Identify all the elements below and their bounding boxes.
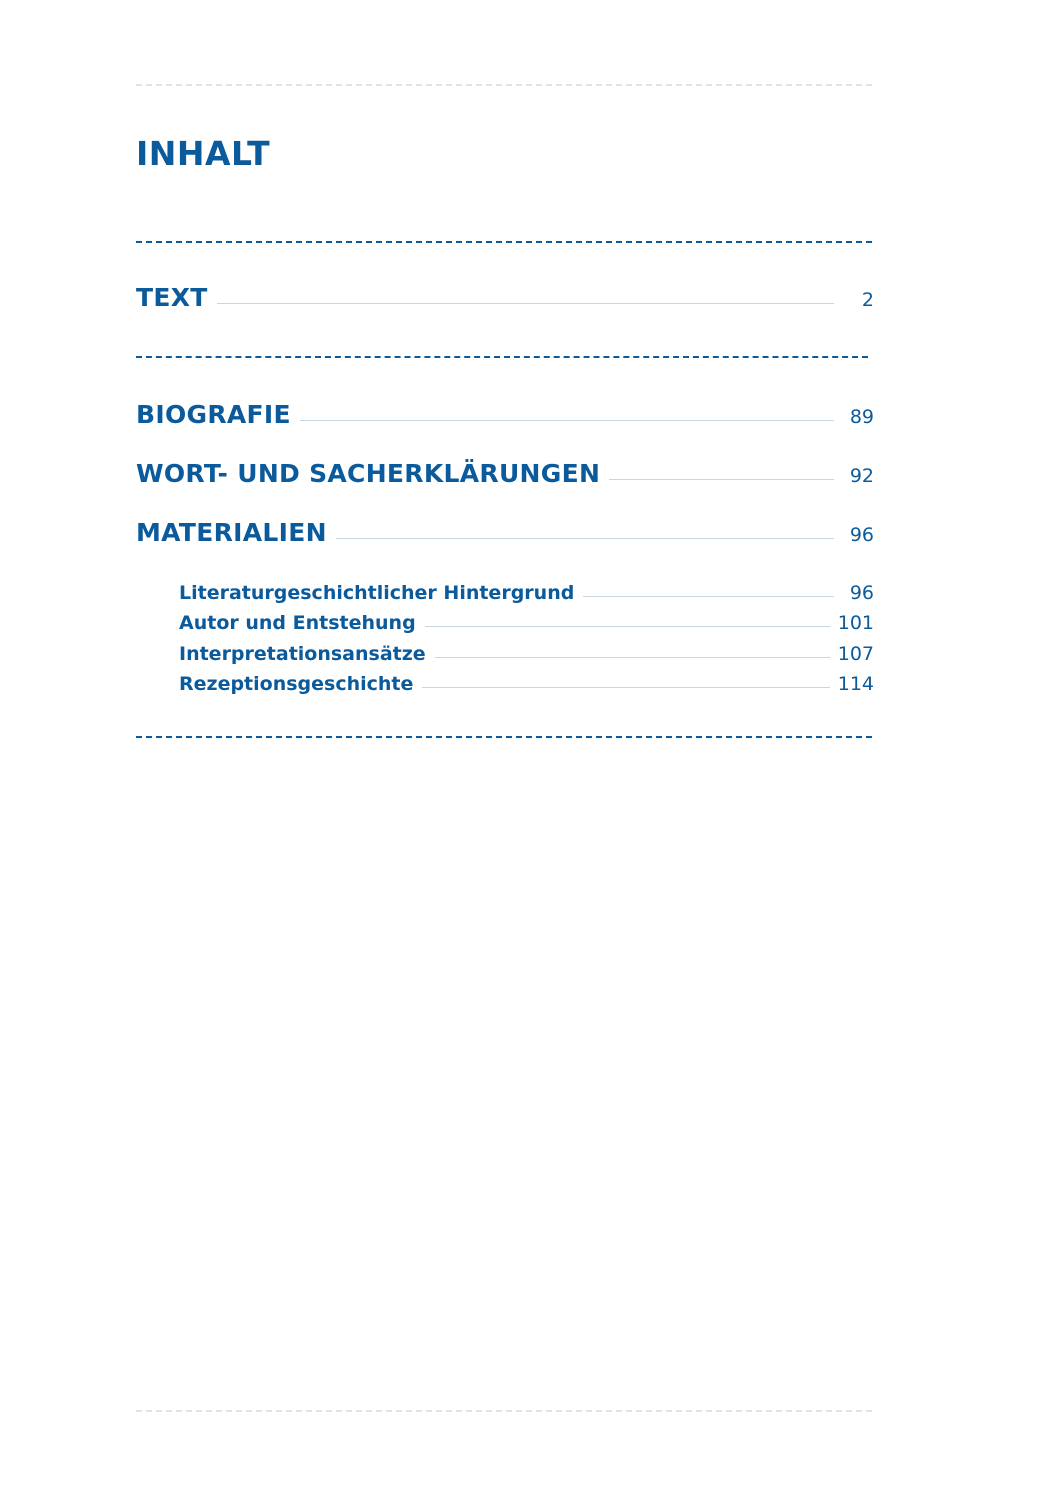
toc-page-number: 107 bbox=[837, 643, 874, 665]
toc-subentry-interpretationsansaetze[interactable] bbox=[179, 643, 874, 665]
toc-page-number: 96 bbox=[849, 582, 874, 604]
toc-entry-label: TEXT bbox=[136, 283, 208, 312]
toc-entry-label: MATERIALIEN bbox=[136, 518, 327, 547]
toc-subentry-label: Autor und Entstehung bbox=[179, 612, 416, 634]
section-divider bbox=[136, 736, 872, 738]
toc-entry-label: BIOGRAFIE bbox=[136, 400, 291, 429]
toc-leader-line bbox=[583, 596, 834, 597]
toc-entry-wort-und-sacherklaerungen[interactable] bbox=[136, 459, 874, 488]
toc-leader-line bbox=[425, 626, 830, 627]
toc-entry-biografie[interactable] bbox=[136, 400, 874, 429]
toc-entry-materialien[interactable] bbox=[136, 518, 874, 547]
toc-leader-line bbox=[609, 479, 834, 480]
toc-subentry-label: Rezeptionsgeschichte bbox=[179, 673, 414, 695]
toc-leader-line bbox=[217, 303, 834, 304]
toc-page-number: 2 bbox=[861, 289, 874, 311]
toc-page-number: 92 bbox=[849, 465, 874, 487]
toc-leader-line bbox=[422, 687, 829, 688]
top-divider bbox=[136, 84, 872, 86]
toc-page-number: 89 bbox=[849, 406, 874, 428]
toc-entry-label: WORT- UND SACHERKLÄRUNGEN bbox=[136, 459, 601, 488]
toc-page-number: 96 bbox=[849, 524, 874, 546]
toc-subentry-literaturgeschichtlicher-hintergrund[interactable] bbox=[179, 582, 874, 604]
toc-subentry-label: Literaturgeschichtlicher Hintergrund bbox=[179, 582, 575, 604]
toc-subentry-rezeptionsgeschichte[interactable] bbox=[179, 673, 874, 695]
toc-leader-line bbox=[435, 657, 830, 658]
section-divider bbox=[136, 356, 868, 358]
toc-subentry-label: Interpretationsansätze bbox=[179, 643, 426, 665]
toc-leader-line bbox=[336, 538, 834, 539]
toc-page-number: 114 bbox=[837, 673, 874, 695]
toc-subentry-autor-und-entstehung[interactable] bbox=[179, 612, 874, 634]
section-divider bbox=[136, 241, 872, 243]
toc-page-number: 101 bbox=[837, 612, 874, 634]
bottom-divider bbox=[136, 1410, 872, 1412]
page-title: INHALT bbox=[136, 134, 271, 173]
toc-entry-text[interactable] bbox=[136, 283, 874, 312]
toc-leader-line bbox=[300, 420, 834, 421]
